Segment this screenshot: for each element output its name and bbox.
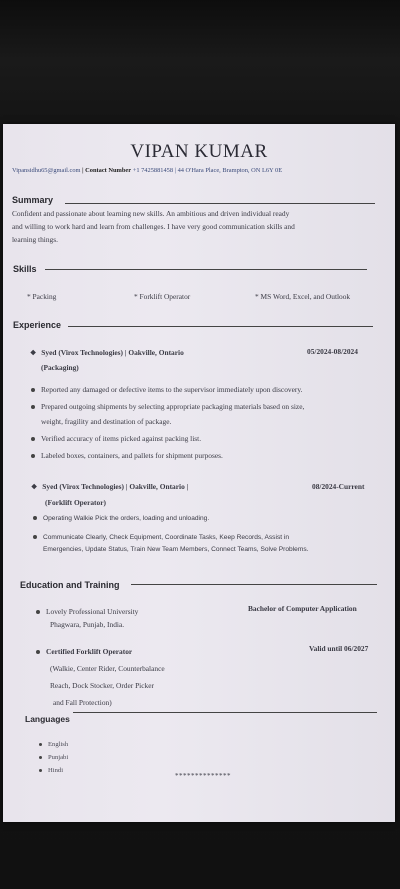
bullet-icon xyxy=(36,610,40,614)
experience-heading: Experience xyxy=(13,320,62,330)
list-item: Operating Walkie Pick the orders, loading and unloading. xyxy=(33,512,383,531)
bullet-icon xyxy=(33,535,37,539)
job1-header xyxy=(30,346,184,360)
job2-bullets xyxy=(33,512,383,555)
education-location: Phagwara, Punjab, India. xyxy=(50,620,125,629)
job1-company: Syed (Virox Technologies) xyxy=(41,348,123,357)
diamond-icon: ❖ xyxy=(30,349,37,357)
job2-location: | Oakville, Ontario | xyxy=(125,482,189,491)
job1-bullets xyxy=(31,383,391,466)
bullet-icon xyxy=(39,769,42,772)
cert-title: Certified Forklift Operator xyxy=(36,645,132,658)
summary-heading: Summary xyxy=(12,195,54,205)
bullet-icon xyxy=(39,756,42,759)
bullet-icon xyxy=(31,437,35,441)
email-link[interactable]: Vipansidhu65@gmail.com xyxy=(12,167,81,174)
contact-line xyxy=(12,167,282,174)
bullet-icon xyxy=(31,405,35,409)
job1-dates: 05/2024-08/2024 xyxy=(307,347,358,356)
job1-location: | Oakville, Ontario xyxy=(124,348,184,357)
list-item: Labeled boxes, containers, and pallets for shipment purposes. xyxy=(31,449,391,466)
summary-line: learning things. xyxy=(12,235,58,244)
education-school: Lovely Professional University xyxy=(36,605,138,618)
list-item: Reported any damaged or defective items to the supervisor immediately upon discovery. xyxy=(31,383,391,400)
resume-page xyxy=(3,124,395,822)
resume-name: VIPAN KUMAR xyxy=(130,141,268,162)
cert-valid: Valid until 06/2027 xyxy=(309,644,369,653)
phone-number: +1 7425881458 xyxy=(132,167,174,174)
list-item: Hindi xyxy=(39,764,68,777)
experience-divider xyxy=(68,326,373,327)
skills-heading: Skills xyxy=(13,264,37,274)
summary-text xyxy=(12,207,387,246)
list-item: Communicate Clearly, Check Equipment, Coordinate Tasks, Keep Records, Assist in xyxy=(33,531,383,543)
job2-company: Syed (Virox Technologies) xyxy=(42,482,124,491)
job2-dates: 08/2024-Current xyxy=(312,482,365,491)
address: | 44 O'Hara Place, Brampton, ON L6Y 0E xyxy=(174,167,283,174)
languages-heading: Languages xyxy=(25,714,70,724)
summary-divider xyxy=(65,203,375,204)
footer-mark: ************** xyxy=(175,772,231,780)
list-item-continued: Emergencies, Update Status, Train New Team Members, Connect Teams, Solve Problems. xyxy=(43,546,309,553)
contact-label: | Contact Number xyxy=(82,167,132,174)
skill-item: * Forklift Operator xyxy=(134,292,191,301)
bullet-icon xyxy=(31,388,35,392)
skills-divider xyxy=(45,269,367,270)
list-item: Prepared outgoing shipments by selecting appropriate packaging materials based on size, xyxy=(31,400,391,415)
bullet-icon xyxy=(36,650,40,654)
education-divider xyxy=(131,584,377,585)
summary-line: Confident and passionate about learning new skills. An ambitious and driven individual ready xyxy=(12,209,290,218)
bullet-icon xyxy=(31,454,35,458)
job2-header xyxy=(31,480,188,494)
diamond-icon: ❖ xyxy=(31,483,38,491)
skill-item: * Packing xyxy=(27,292,57,301)
languages-divider xyxy=(73,712,377,713)
skill-item: * MS Word, Excel, and Outlook xyxy=(255,292,351,301)
languages-list xyxy=(39,738,68,777)
education-heading: Education and Training xyxy=(20,580,120,590)
bullet-icon xyxy=(39,743,42,746)
bullet-icon xyxy=(33,516,37,520)
list-item: Punjabi xyxy=(39,751,68,764)
cert-details: (Walkie, Center Rider, Counterbalance Reach, Dock Stocker, Order Picker and Fall Protection) xyxy=(50,664,165,707)
list-item: Verified accuracy of items picked against packing list. xyxy=(31,432,391,449)
list-item-continued: weight, fragility and destination of package. xyxy=(41,417,172,426)
summary-line: and willing to work hard and learn from challenges. I have very good communication skills and xyxy=(12,222,295,231)
job2-role: (Forklift Operator) xyxy=(45,498,106,507)
job1-role: (Packaging) xyxy=(41,363,79,372)
education-degree: Bachelor of Computer Application xyxy=(248,604,357,613)
list-item: English xyxy=(39,738,68,751)
